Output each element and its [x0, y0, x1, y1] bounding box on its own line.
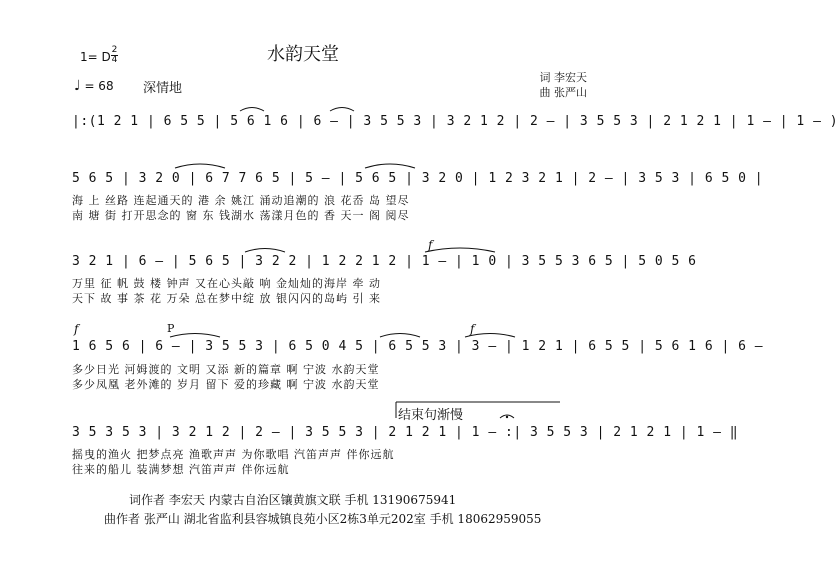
- slur: [245, 249, 285, 253]
- dynamic-forte: f: [74, 322, 79, 336]
- composer-credit: 曲 张严山: [539, 86, 587, 99]
- fermata-dot: [506, 416, 508, 418]
- dynamic-forte: f: [470, 322, 475, 336]
- lyrics-row-5-verse-2: 往来的船儿 装满梦想 汽笛声声 伴你远航: [72, 463, 290, 476]
- tempo-value: = 68: [84, 79, 114, 93]
- slur: [170, 334, 220, 338]
- expression-marking: 深情地: [143, 81, 183, 96]
- slur: [365, 164, 415, 168]
- notation-row-4: 1 6 5 6 | 6 – | 3 5 5 3 | 6 5 0 4 5 | 6 5 5 3 | 3 – | 1 2 1 | 6 5 5 | 5 6 1 6 | 6 –: [72, 339, 764, 354]
- dynamic-piano: P: [167, 322, 175, 335]
- lyrics-row-3-verse-2: 天下 故 事 茶 花 万朵 总在梦中绽 放 银闪闪的岛屿 引 来: [72, 292, 381, 305]
- slur: [380, 334, 420, 338]
- song-title: 水韵天堂: [267, 44, 339, 65]
- lyrics-row-2-verse-1: 海 上 丝路 连起通天的 港 余 姚江 涌动追潮的 浪 花岙 岛 望尽: [72, 194, 410, 207]
- lyrics-row-4-verse-1: 多少日光 河姆渡的 文明 又添 新的篇章 啊 宁波 水韵天堂: [72, 363, 380, 376]
- time-sig-bottom: 4: [111, 55, 118, 65]
- notation-row-3: 3 2 1 | 6 – | 5 6 5 | 3 2 2 | 1 2 2 1 2 | 1 – | 1 0 | 3 5 5 3 6 5 | 5 0 5 6: [72, 254, 697, 269]
- slur: [240, 108, 264, 112]
- slur: [175, 164, 225, 168]
- ending-label: 结束句渐慢: [398, 408, 464, 423]
- notation-row-1: |:(1 2 1 | 6 5 5 | 5 6 1 6 | 6 – | 3 5 5 3 | 3 2 1 2 | 2 – | 3 5 5 3 | 2 1 2 1 | 1 – | 1 – ): [72, 114, 838, 129]
- notation-row-5: 3 5 3 5 3 | 3 2 1 2 | 2 – | 3 5 5 3 | 2 1 2 1 | 1 – :| 3 5 5 3 | 2 1 2 1 | 1 – ‖: [72, 425, 739, 440]
- dynamic-forte: f: [428, 238, 433, 252]
- time-sig-top: 2: [111, 45, 118, 55]
- quarter-note-icon: ♩: [74, 78, 81, 94]
- lyrics-row-4-verse-2: 多少凤凰 老外滩的 岁月 留下 爱的珍藏 啊 宁波 水韵天堂: [72, 378, 380, 391]
- slur: [465, 334, 515, 338]
- lyrics-row-2-verse-2: 南 塘 街 打开思念的 窗 东 钱湖水 荡漾月色的 香 天一 阁 阅尽: [72, 209, 410, 222]
- lyricist-credit: 词 李宏天: [539, 71, 587, 84]
- footer-composer-info: 曲作者 张严山 湖北省监利县容城镇良苑小区2栋3单元202室 手机 18062959055: [104, 512, 542, 526]
- slur: [330, 108, 354, 112]
- lyrics-row-5-verse-1: 摇曳的渔火 把梦点亮 渔歌声声 为你歌唱 汽笛声声 伴你远航: [72, 448, 395, 461]
- lyrics-row-3-verse-1: 万里 征 帆 鼓 楼 钟声 又在心头敲 响 金灿灿的海岸 牵 动: [72, 277, 381, 290]
- key-signature: 1= D: [80, 50, 111, 64]
- notation-row-2: 5 6 5 | 3 2 0 | 6 7 7 6 5 | 5 – | 5 6 5 | 3 2 0 | 1 2 3 2 1 | 2 – | 3 5 3 | 6 5 0 |: [72, 171, 764, 186]
- slur: [425, 248, 495, 252]
- footer-lyricist-info: 词作者 李宏天 内蒙古自治区镶黄旗文联 手机 13190675941: [129, 493, 457, 507]
